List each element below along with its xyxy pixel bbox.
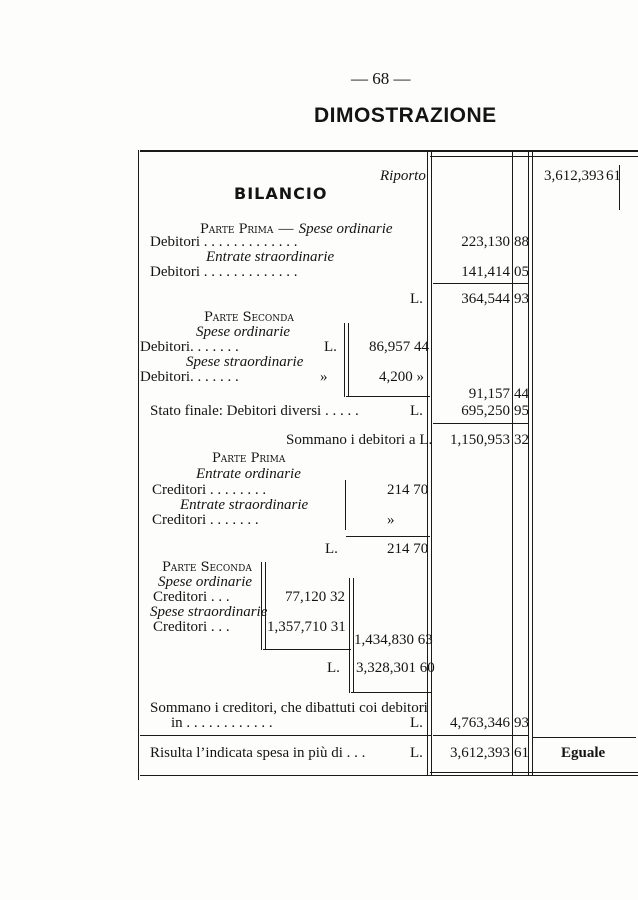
spese-straordinarie-label: Spese straordinarie — [186, 354, 304, 370]
rule-sub-2 — [433, 423, 529, 424]
sommano-creditori-line2: in . . . . . . . . . . . . — [171, 715, 273, 731]
section-title: BILANCIO — [234, 184, 328, 203]
debitori-ord-value: 86,957 44 — [369, 339, 429, 355]
sommano-creditori-int: 4,763,346 — [450, 715, 510, 731]
spese-ordinarie-cred-label: Spese ordinarie — [158, 574, 253, 590]
creditori-ord-row: Creditori . . . . . . . . — [152, 482, 267, 498]
sommano-creditori-line1: Sommano i creditori, che dibattuti coi debitori — [150, 700, 428, 716]
subtotal-1-label: L. — [410, 291, 423, 307]
debitori-straord-l: » — [320, 369, 328, 385]
page-title: DIMOSTRAZIONE — [314, 104, 497, 127]
cred-sub-1-label: L. — [325, 541, 338, 557]
spese-straordinarie-cred-label: Spese straordinarie — [150, 604, 268, 620]
creditori-ps-straord-row: Creditori . . . — [153, 619, 230, 635]
stato-finale-int: 695,250 — [461, 403, 510, 419]
riporto-cent: 61 — [606, 168, 621, 184]
debitori-2-cent: 05 — [514, 264, 529, 280]
sommano-creditori-l: L. — [410, 715, 423, 731]
riporto-int: 3,612,393 — [544, 168, 604, 184]
risulta-int: 3,612,393 — [450, 745, 510, 761]
creditori-straord-row: Creditori . . . . . . . — [152, 512, 259, 528]
risulta-l: L. — [410, 745, 423, 761]
debitori-ord-l: L. — [324, 339, 337, 355]
debitori-1-cent: 88 — [514, 234, 529, 250]
spese-ordinarie-label: Spese ordinarie — [196, 324, 291, 340]
risulta-cent: 61 — [514, 745, 529, 761]
rule-before-risulta — [140, 735, 431, 736]
creditori-ps-straord-value: 1,357,710 31 — [267, 619, 346, 635]
creditori-ps-ord-value: 77,120 32 — [285, 589, 345, 605]
risulta-result: Eguale — [561, 745, 606, 761]
subtotal-2-int: 91,157 — [468, 386, 510, 402]
parte-seconda-cred-heading: Parte Seconda — [162, 560, 252, 575]
risulta-row: Risulta l’indicata spesa in più di . . . — [150, 745, 366, 761]
debitori-straord-row: Debitori. . . . . . . — [140, 369, 239, 385]
riporto-label: Riporto — [380, 168, 426, 184]
stato-finale-l: L. — [410, 403, 423, 419]
cred-ps-total: 1,434,830 63 — [354, 632, 433, 648]
debitori-straord-value: 4,200 » — [379, 369, 424, 385]
subtotal-1-cent: 93 — [514, 291, 529, 307]
debitori-row-2: Debitori . . . . . . . . . . . . . — [150, 264, 298, 280]
creditori-ps-ord-row: Creditori . . . — [153, 589, 230, 605]
entrate-straordinarie-label: Entrate straordinarie — [206, 249, 335, 265]
parte-seconda-heading: Parte Seconda — [204, 310, 294, 325]
entrate-ordinarie-label: Entrate ordinarie — [196, 466, 301, 482]
cred-total-value: 3,328,301 60 — [356, 660, 435, 676]
parte-prima-heading: Parte Prima — Spese ordinarie — [200, 221, 393, 237]
stato-finale-row: Stato finale: Debitori diversi . . . . . — [150, 403, 359, 419]
debitori-1-int: 223,130 — [461, 234, 510, 250]
creditori-straord-value: » — [387, 512, 395, 528]
sommano-debitori-int: 1,150,953 — [450, 432, 510, 448]
cred-sub-1-value: 214 70 — [387, 541, 429, 557]
sommano-creditori-cent: 93 — [514, 715, 529, 731]
parte-prima-cred-heading: Parte Prima — [212, 451, 286, 466]
subtotal-2-cent: 44 — [514, 386, 529, 402]
debitori-row-1: Debitori . . . . . . . . . . . . . — [150, 234, 298, 250]
creditori-ord-value: 214 70 — [387, 482, 429, 498]
cred-total-label: L. — [327, 660, 340, 676]
subtotal-1-int: 364,544 — [461, 291, 510, 307]
sommano-debitori-cent: 32 — [514, 432, 529, 448]
entrate-straordinarie-cred-label: Entrate straordinarie — [180, 497, 309, 513]
page-number: — 68 — — [351, 69, 411, 88]
stato-finale-cent: 95 — [514, 403, 529, 419]
debitori-ord-row: Debitori. . . . . . . — [140, 339, 239, 355]
sommano-debitori-label: Sommano i debitori a L. — [286, 432, 433, 448]
debitori-2-int: 141,414 — [461, 264, 510, 280]
rule-sub-1 — [433, 283, 529, 284]
